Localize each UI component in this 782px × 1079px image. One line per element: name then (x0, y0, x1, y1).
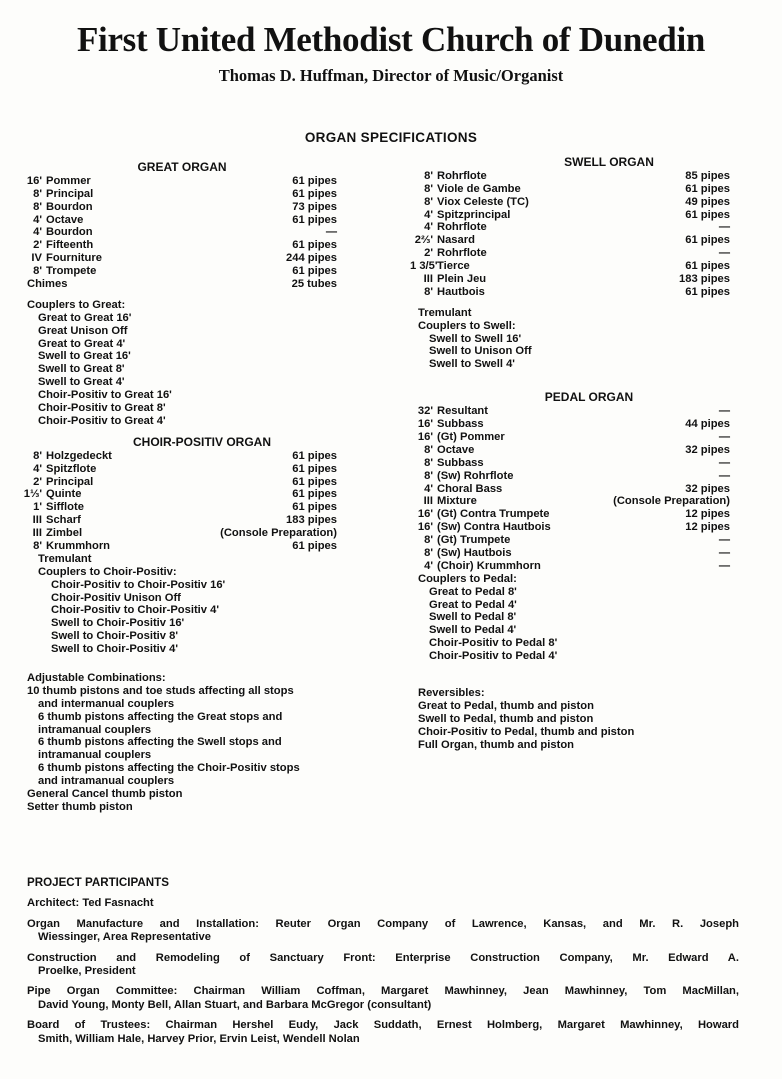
adjustable-item: 6 thumb pistons affecting the Swell stops and (38, 736, 282, 749)
participant-line-continued: David Young, Monty Bell, Allan Stuart, and Barbara McGregor (consultant) (38, 998, 432, 1011)
stop-row (19, 501, 337, 514)
stop-name: Viole de Gambe (437, 182, 521, 195)
pedal-couplers-title: Couplers to Pedal: (418, 572, 517, 585)
stop-footage: 4' (424, 208, 433, 221)
stop-footage: 1 3/5' (410, 260, 438, 273)
choir-organ-title: CHOIR-POSITIV ORGAN (132, 434, 271, 449)
stop-row (19, 226, 337, 239)
stop-name: Rohrflote (437, 221, 487, 234)
reversibles-list (418, 700, 730, 752)
participant-entry (27, 897, 739, 910)
stop-pipes: 32 pipes (685, 443, 730, 456)
stop-pipes: 61 pipes (292, 239, 337, 252)
stop-footage: 2' (33, 239, 42, 252)
stop-name: Rohrflote (437, 169, 487, 182)
adjustable-item: and intramanual couplers (38, 775, 175, 788)
great-couplers-list (27, 312, 337, 428)
swell-organ-title: SWELL ORGAN (564, 155, 654, 169)
stop-row (410, 273, 730, 286)
stop-name: Zimbel (46, 527, 83, 540)
stop-name: Sifflote (46, 501, 84, 514)
stop-row (410, 260, 730, 273)
coupler-item: Swell to Choir-Positiv 4' (51, 643, 178, 656)
stop-footage: 8' (33, 265, 42, 278)
stop-pipes: 12 pipes (685, 508, 730, 521)
stop-pipes: — (718, 534, 730, 547)
stop-footage: 8' (424, 443, 433, 456)
stop-footage: 8' (424, 469, 433, 482)
participant-entry (27, 952, 739, 979)
left-column (23, 160, 337, 814)
coupler-item: Swell to Great 4' (38, 376, 125, 389)
stop-row (410, 234, 730, 247)
coupler-item: Choir-Positiv to Pedal 4' (429, 650, 558, 663)
participant-line: Construction and Remodeling of Sanctuary Front: Enterprise Construction Company, Mr. Edward A. (27, 951, 739, 964)
stop-pipes: — (718, 559, 730, 572)
stop-row (410, 483, 730, 496)
stop-footage: 8' (424, 456, 433, 469)
stop-row (410, 405, 730, 418)
stop-footage: 16' (417, 418, 433, 431)
stop-footage: III (32, 527, 42, 540)
stop-footage: 2⅔' (414, 234, 433, 247)
stop-footage: 8' (33, 539, 42, 552)
stop-row (19, 514, 337, 527)
reversible-item: Swell to Pedal, thumb and piston (418, 712, 594, 725)
participant-line-continued: Wiessinger, Area Representative (38, 931, 211, 944)
stop-row (19, 527, 337, 540)
stop-name: (Sw) Rohrflote (437, 469, 514, 482)
stop-pipes: 61 pipes (685, 234, 730, 247)
stop-pipes: 49 pipes (685, 195, 730, 208)
stop-name: Fifteenth (46, 239, 94, 252)
page-subtitle: Thomas D. Huffman, Director of Music/Organist (218, 66, 564, 85)
stop-pipes: 12 pipes (685, 521, 730, 534)
participant-line: Organ Manufacture and Installation: Reuter Organ Company of Lawrence, Kansas, and Mr. R. Joseph (27, 917, 739, 930)
stop-pipes: 61 pipes (292, 213, 337, 226)
participant-line-continued: Proelke, President (38, 965, 136, 978)
stop-name: Holzgedeckt (46, 449, 112, 462)
stop-name: Bourdon (46, 200, 93, 213)
stop-pipes: 61 pipes (292, 462, 337, 475)
swell-stops-list (410, 169, 730, 299)
adjustable-item: intramanual couplers (38, 723, 152, 736)
stop-row (19, 265, 337, 278)
stop-row (410, 508, 730, 521)
stop-footage: IV (31, 252, 42, 265)
stop-pipes: 61 pipes (292, 187, 337, 200)
stop-pipes: 61 pipes (292, 174, 337, 187)
stop-name: Viox Celeste (TC) (437, 195, 529, 208)
stop-footage: 16' (417, 521, 433, 534)
stop-footage: 4' (33, 462, 42, 475)
chimes-name: Chimes (27, 278, 68, 291)
stop-footage: III (32, 514, 42, 527)
stop-footage: 8' (424, 546, 433, 559)
stop-footage: 4' (33, 226, 42, 239)
coupler-item: Choir-Positiv to Pedal 8' (429, 637, 558, 650)
stop-row (410, 495, 730, 508)
stop-footage: 8' (424, 534, 433, 547)
choir-stops-list (23, 449, 337, 553)
stop-name: Fourniture (46, 252, 102, 265)
stop-row (19, 476, 337, 489)
stop-pipes: — (718, 456, 730, 469)
adjustable-item: and intermanual couplers (38, 697, 175, 710)
stop-name: (Gt) Trumpete (437, 534, 511, 547)
stop-name: Octave (437, 443, 475, 456)
stop-row (19, 239, 337, 252)
coupler-item: Swell to Great 8' (38, 363, 125, 376)
participant-line: Pipe Organ Committee: Chairman William Coffman, Margaret Mawhinney, Jean Mawhinney, Tom MacMillan, (27, 985, 739, 998)
participant-entry (27, 985, 739, 1012)
stop-pipes: 44 pipes (685, 418, 730, 431)
stop-name: Rohrflote (437, 247, 487, 260)
stop-pipes: 244 pipes (286, 252, 337, 265)
participant-entry (27, 918, 739, 945)
coupler-item: Swell to Choir-Positiv 8' (51, 630, 178, 643)
stop-row (410, 170, 730, 183)
stop-row (410, 209, 730, 222)
coupler-item: Choir-Positiv to Great 4' (38, 414, 166, 427)
stop-name: (Sw) Contra Hautbois (437, 521, 551, 534)
stop-row (19, 252, 337, 265)
stop-name: Krummhorn (46, 539, 111, 552)
pedal-stops-list (418, 405, 730, 573)
spec-heading: ORGAN SPECIFICATIONS (304, 130, 478, 145)
stop-pipes: 61 pipes (292, 449, 337, 462)
great-stops-list (27, 175, 337, 278)
stop-footage: 8' (33, 187, 42, 200)
adjustable-item: Setter thumb piston (27, 800, 133, 813)
choir-couplers-title: Couplers to Choir-Positiv: (38, 565, 177, 578)
stop-pipes: (Console Preparation) (220, 527, 337, 540)
stop-name: Quinte (46, 488, 82, 501)
adjustable-list (27, 685, 337, 814)
stop-name: Spitzprincipal (437, 208, 511, 221)
stop-name: Trompete (46, 265, 97, 278)
right-column (410, 155, 730, 751)
stop-name: (Gt) Contra Trumpete (437, 508, 550, 521)
stop-row (410, 521, 730, 534)
coupler-item: Great to Great 4' (38, 337, 126, 350)
stop-pipes: — (718, 221, 730, 234)
stop-pipes: 85 pipes (685, 169, 730, 182)
participants-title: PROJECT PARTICIPANTS (27, 876, 169, 889)
coupler-item: Swell to Choir-Positiv 16' (51, 617, 185, 630)
stop-name: Nasard (437, 234, 475, 247)
choir-couplers-list (27, 579, 337, 656)
stop-name: Octave (46, 213, 84, 226)
stop-row (19, 188, 337, 201)
stop-row (410, 534, 730, 547)
stop-name: Tierce (437, 260, 470, 273)
adjustable-item: 6 thumb pistons affecting the Choir-Positiv stops (38, 762, 300, 775)
coupler-item: Choir-Positiv to Great 8' (38, 402, 166, 415)
stop-pipes: 32 pipes (685, 482, 730, 495)
stop-row (19, 463, 337, 476)
coupler-item: Great to Pedal 8' (429, 585, 517, 598)
coupler-item: Choir-Positiv to Choir-Positiv 16' (51, 578, 226, 591)
stop-pipes: — (718, 405, 730, 418)
stop-row (410, 221, 730, 234)
stop-footage: 16' (26, 174, 42, 187)
stop-footage: 4' (424, 482, 433, 495)
reversible-item: Full Organ, thumb and piston (418, 738, 574, 751)
stop-name: Subbass (437, 418, 484, 431)
stop-footage: 1' (33, 501, 42, 514)
stop-name: Resultant (437, 405, 488, 418)
stop-row (410, 431, 730, 444)
stop-row (19, 450, 337, 463)
adjustable-item: General Cancel thumb piston (27, 788, 183, 800)
adjustable-item: intramanual couplers (38, 749, 152, 762)
pedal-couplers-list (418, 586, 730, 663)
stop-name: Hautbois (437, 285, 485, 298)
stop-name: Subbass (437, 456, 484, 469)
stop-name: Spitzflote (46, 462, 97, 475)
stop-row (410, 247, 730, 260)
coupler-item: Swell to Swell 4' (429, 358, 515, 371)
stop-name: (Sw) Hautbois (437, 546, 512, 559)
great-couplers-title: Couplers to Great: (27, 298, 126, 311)
stop-pipes: — (718, 469, 730, 482)
stop-name: (Gt) Pommer (437, 430, 505, 443)
chimes-pipes: 25 tubes (291, 278, 337, 291)
stop-name: Principal (46, 475, 94, 488)
stop-footage: 8' (424, 169, 433, 182)
participant-line-continued: Smith, William Hale, Harvey Prior, Ervin Leist, Wendell Nolan (38, 1032, 360, 1045)
stop-name: Bourdon (46, 226, 93, 239)
coupler-item: Choir-Positiv to Choir-Positiv 4' (51, 604, 219, 617)
stop-row (19, 175, 337, 188)
stop-footage: 16' (417, 430, 433, 443)
coupler-item: Choir-Positiv to Great 16' (38, 389, 172, 402)
coupler-item: Swell to Swell 16' (429, 332, 522, 345)
stop-row (410, 457, 730, 470)
stop-name: Principal (46, 187, 94, 200)
stop-footage: 8' (424, 182, 433, 195)
stop-row (19, 540, 337, 553)
coupler-item: Great Unison Off (38, 324, 128, 337)
stop-footage: 1⅓' (23, 488, 42, 501)
stop-footage: III (423, 495, 433, 508)
stop-footage: 8' (33, 200, 42, 213)
choir-tremulant: Tremulant (38, 552, 92, 565)
swell-tremulant: Tremulant (418, 306, 472, 319)
great-organ-title: GREAT ORGAN (137, 160, 227, 174)
adjustable-title: Adjustable Combinations: (27, 671, 166, 684)
stop-footage: 4' (33, 213, 42, 226)
stop-name: Mixture (437, 495, 477, 508)
stop-pipes: 73 pipes (292, 200, 337, 213)
stop-footage: 32' (417, 405, 433, 418)
coupler-item: Great to Pedal 4' (429, 598, 517, 611)
coupler-item: Swell to Pedal 8' (429, 611, 517, 624)
stop-pipes: — (718, 430, 730, 443)
stop-row (410, 183, 730, 196)
reversible-item: Great to Pedal, thumb and piston (418, 699, 594, 712)
stop-row (410, 444, 730, 457)
stop-pipes: 61 pipes (292, 265, 337, 278)
page-title: First United Methodist Church of Dunedin (76, 20, 706, 59)
stop-row (410, 547, 730, 560)
stop-pipes: 183 pipes (286, 514, 337, 527)
participant-line: Architect: Ted Fasnacht (27, 897, 154, 910)
stop-pipes: 61 pipes (685, 182, 730, 195)
chimes-row (4, 278, 337, 291)
stop-pipes: 61 pipes (292, 488, 337, 501)
swell-couplers-title: Couplers to Swell: (418, 319, 516, 332)
stop-name: Choral Bass (437, 482, 503, 495)
coupler-item: Choir-Positiv Unison Off (51, 591, 181, 604)
project-participants (27, 876, 739, 1053)
stop-footage: III (423, 273, 433, 286)
participant-entry (27, 1019, 739, 1046)
stop-pipes: 61 pipes (685, 260, 730, 273)
stop-name: Plein Jeu (437, 273, 487, 286)
reversibles-title: Reversibles: (418, 686, 485, 699)
stop-footage: 8' (424, 195, 433, 208)
coupler-item: Swell to Great 16' (38, 350, 131, 363)
stop-row (19, 201, 337, 214)
stop-row (410, 286, 730, 299)
participant-line: Board of Trustees: Chairman Hershel Eudy, Jack Suddath, Ernest Holmberg, Margaret Mawhinney, Howard (27, 1019, 739, 1032)
stop-row (19, 488, 337, 501)
stop-row (410, 418, 730, 431)
stop-pipes: — (325, 226, 337, 239)
coupler-item: Swell to Pedal 4' (429, 624, 517, 637)
stop-row (410, 470, 730, 483)
stop-footage: 2' (33, 475, 42, 488)
stop-pipes: — (718, 546, 730, 559)
stop-pipes: 61 pipes (685, 285, 730, 298)
stop-footage: 16' (417, 508, 433, 521)
stop-footage: 8' (33, 449, 42, 462)
stop-pipes: 61 pipes (685, 208, 730, 221)
stop-pipes: 183 pipes (679, 273, 730, 286)
adjustable-item: 6 thumb pistons affecting the Great stops and (38, 710, 283, 723)
stop-pipes: 61 pipes (292, 475, 337, 488)
stop-footage: 2' (424, 247, 433, 260)
stop-pipes: (Console Preparation) (613, 495, 730, 508)
stop-name: Scharf (46, 514, 81, 527)
swell-couplers-list (418, 333, 730, 372)
stop-row (410, 196, 730, 209)
stop-name: Pommer (46, 174, 91, 187)
coupler-item: Great to Great 16' (38, 311, 132, 324)
reversible-item: Choir-Positiv to Pedal, thumb and piston (418, 725, 635, 738)
coupler-item: Swell to Unison Off (429, 345, 532, 358)
participants-list (27, 897, 739, 1046)
stop-footage: 4' (424, 559, 433, 572)
stop-row (19, 214, 337, 227)
stop-footage: 8' (424, 285, 433, 298)
pedal-organ-title: PEDAL ORGAN (544, 390, 634, 405)
adjustable-item: 10 thumb pistons and toe studs affecting all stops (27, 684, 294, 697)
stop-row (410, 560, 730, 573)
stop-name: (Choir) Krummhorn (437, 559, 541, 572)
stop-pipes: 61 pipes (292, 501, 337, 514)
stop-pipes: 61 pipes (292, 539, 337, 552)
stop-pipes: — (718, 247, 730, 260)
stop-footage: 4' (424, 221, 433, 234)
